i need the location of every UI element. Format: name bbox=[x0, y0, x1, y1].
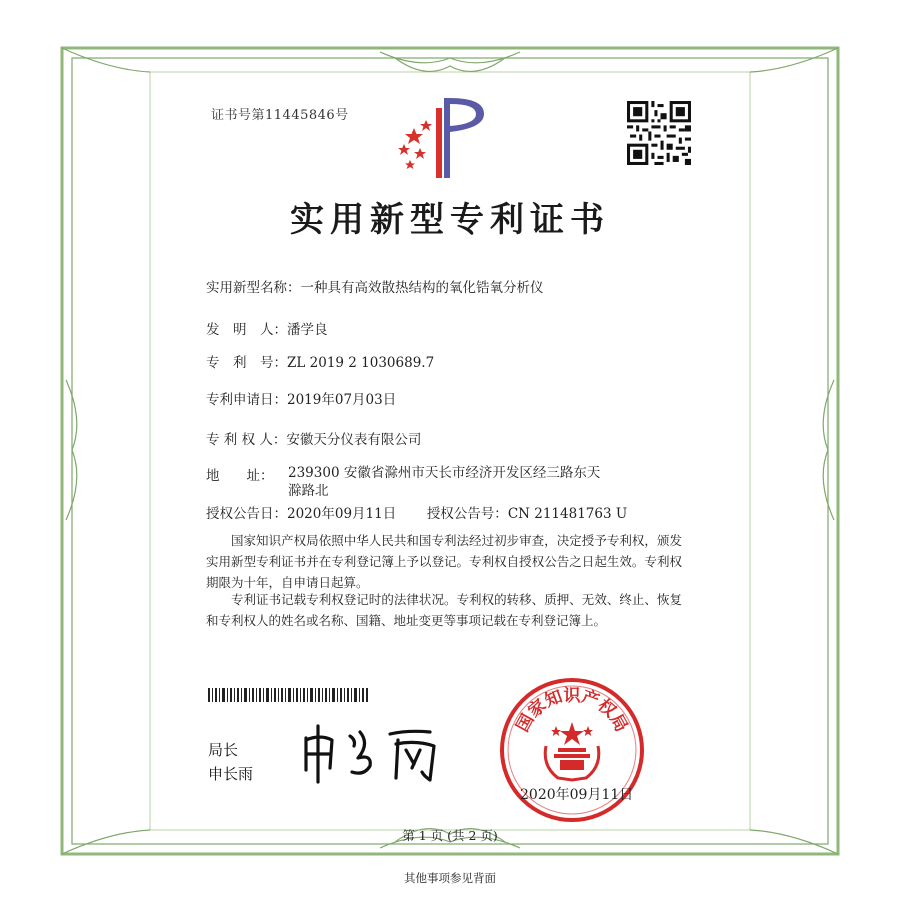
field-value: ZL 2019 2 1030689.7 bbox=[287, 355, 435, 371]
director-title: 局长 bbox=[208, 741, 239, 759]
patent-office-logo bbox=[392, 92, 492, 180]
field-label: 实用新型名称： bbox=[206, 280, 301, 296]
director-name: 申长雨 bbox=[208, 765, 254, 783]
field-utility-model-name bbox=[206, 276, 544, 296]
grant-date-value: 2020年09月11日 bbox=[287, 506, 397, 522]
field-value: 潘学良 bbox=[287, 322, 328, 338]
certificate-number: 证书号第11445846号 bbox=[211, 108, 349, 123]
grant-number-value: CN 211481763 U bbox=[507, 506, 628, 522]
grant-number-label: 授权公告号： bbox=[426, 506, 508, 522]
field-value: 2019年07月03日 bbox=[287, 392, 397, 408]
page-title: 实用新型专利证书 bbox=[290, 200, 610, 240]
seal-text: 国家知识产权局 bbox=[512, 685, 632, 736]
field-patent-number bbox=[206, 351, 434, 371]
field-inventor bbox=[206, 318, 328, 338]
field-label: 专 利 权 人： bbox=[206, 432, 287, 448]
field-address bbox=[206, 464, 608, 500]
field-label: 专利申请日： bbox=[206, 392, 287, 408]
qr-code[interactable] bbox=[627, 101, 691, 165]
page-number: 第 1 页 (共 2 页) bbox=[402, 828, 498, 843]
field-label: 专 利 号： bbox=[206, 355, 287, 371]
grant-date-label: 授权公告日： bbox=[206, 506, 287, 522]
barcode bbox=[208, 688, 368, 702]
certificate-paragraph: 国家知识产权局依照中华人民共和国专利法经过初步审查，决定授予专利权，颁发实用新型专利证书并在专利登记簿上予以登记。专利权自授权公告之日起生效。专利权期限为十年，自申请日起算。 bbox=[206, 533, 682, 590]
field-label: 地 址： bbox=[206, 468, 274, 484]
field-label: 发 明 人： bbox=[206, 322, 287, 338]
certificate-paragraph: 专利证书记载专利权登记时的法律状况。专利权的转移、质押、无效、终止、恢复和专利权人的姓名或名称、国籍、地址变更等事项记载在专利登记簿上。 bbox=[206, 592, 682, 628]
director-block bbox=[208, 738, 253, 786]
seal-date: 2020年09月11日 bbox=[520, 787, 634, 803]
field-application-date bbox=[206, 388, 396, 408]
footer-note: 其他事项参见背面 bbox=[404, 871, 496, 885]
field-value: 安徽天分仪表有限公司 bbox=[286, 432, 422, 448]
field-patentee bbox=[206, 428, 421, 448]
director-signature bbox=[298, 718, 448, 788]
field-value: 239300 安徽省滁州市天长市经济开发区经三路东天滁路北 bbox=[288, 465, 601, 499]
field-grant-info bbox=[206, 502, 627, 522]
field-value: 一种具有高效散热结构的氧化锆氧分析仪 bbox=[300, 280, 544, 296]
